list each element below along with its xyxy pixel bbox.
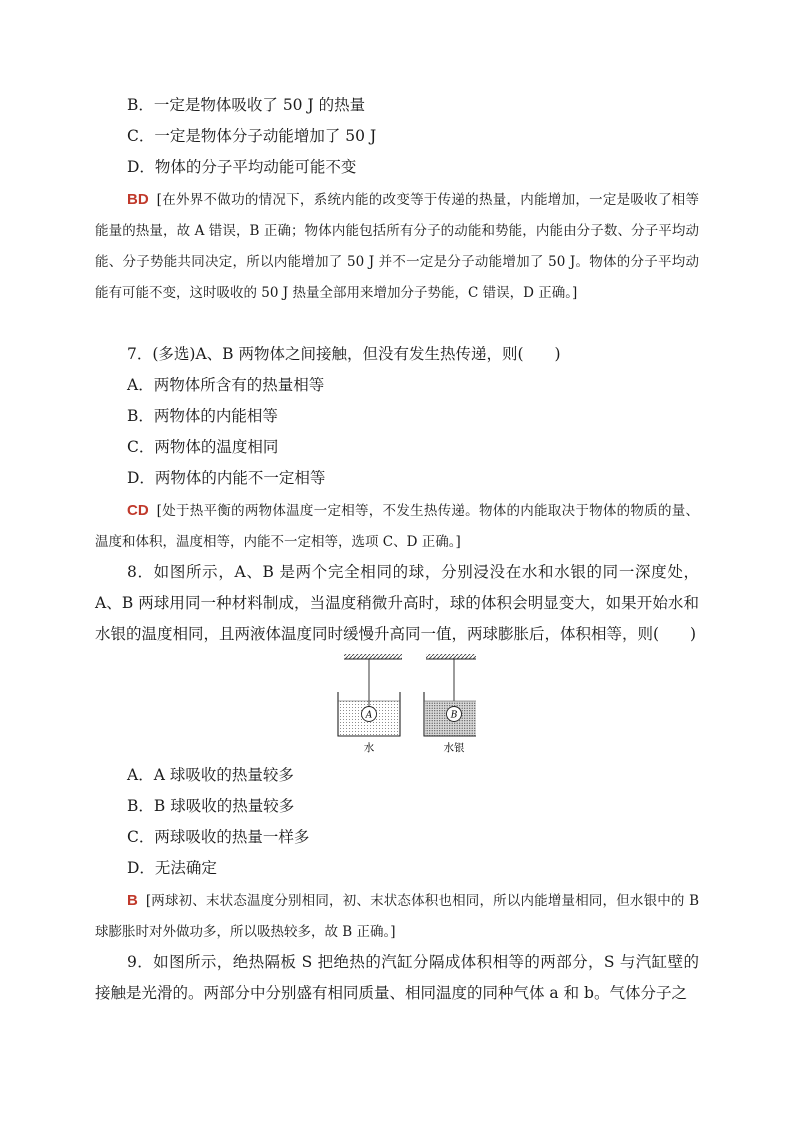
q7-option-a: A．两物体所含有的热量相等 [127, 376, 325, 394]
q6-answer [95, 184, 699, 309]
q7-option-d: D．两物体的内能不一定相等 [127, 469, 326, 487]
q8-answer-explanation: [两球初、末状态温度分别相同，初、末状态体积也相同，所以内能增量相同，但水银中的 B 球膨胀时对外做功多，所以吸热较多，故 B 正确。] [95, 893, 699, 940]
q7-option-b: B．两物体的内能相等 [127, 407, 278, 425]
q8-option-c: C．两球吸收的热量一样多 [127, 828, 310, 846]
ceiling-right [426, 654, 476, 659]
ball-a-label: A [365, 710, 373, 721]
q7-option-c: C．两物体的温度相同 [127, 438, 279, 456]
water-label: 水 [363, 742, 375, 754]
q6-answer-tag: BD [127, 191, 149, 208]
q6-option-c: C．一定是物体分子动能增加了 50 J [127, 127, 377, 145]
q8-answer [95, 885, 699, 948]
q6-option-d: D．物体的分子平均动能可能不变 [127, 158, 357, 176]
q8-option-a: A．A 球吸收的热量较多 [127, 766, 294, 784]
q9-stem [95, 947, 699, 1009]
q7-answer-explanation: [处于热平衡的两物体温度一定相等，不发生热传递。物体的内能取决于物体的物质的量、温度和体积，温度相等，内能不一定相等，选项 C、D 正确。] [95, 503, 699, 550]
mercury-label: 水银 [443, 742, 465, 754]
q7-answer-tag: CD [127, 502, 149, 519]
q9-stem-text: 9．如图所示，绝热隔板 S 把绝热的汽缸分隔成体积相等的两部分，S 与汽缸壁的接触是光滑的。两部分中分别盛有相同质量、相同温度的同种气体 a 和 b。气体分子之 [95, 953, 699, 1002]
q6-answer-explanation: [在外界不做功的情况下，系统内能的改变等于传递的热量，内能增加，一定是吸收了相等能量的热量，故 A 错误，B 正确；物体内能包括所有分子的动能和势能，内能由分子数、分子平均动能、分子势能共同决定，所以内能增加了 50 J 并不一定是分子动能增加了 50 J。物体的分子平均动能有可能不变，这时吸收的 50 J 热量全部用来增加分子势能，C 错误，D 正确。] [95, 192, 699, 301]
ball-b-label: B [450, 710, 458, 721]
q8-answer-tag: B [127, 892, 138, 909]
q8-option-b: B．B 球吸收的热量较多 [127, 797, 295, 815]
q8-figure [336, 652, 476, 756]
ceiling-left [344, 654, 402, 659]
q8-option-d: D．无法确定 [127, 859, 217, 877]
q8-stem-text: 8．如图所示，A、B 是两个完全相同的球，分别浸没在水和水银的同一深度处，A、B 两球用同一种材料制成，当温度稍微升高时，球的体积会明显变大，如果开始水和水银的温度相同，且两液体温度同时缓慢升高同一值，两球膨胀后，体积相等，则( ) [95, 563, 699, 643]
q6-option-b: B．一定是物体吸收了 50 J 的热量 [127, 96, 366, 114]
q7-stem: 7．(多选)A、B 两物体之间接触，但没有发生热传递，则( ) [127, 345, 561, 363]
q7-answer [95, 495, 699, 558]
q8-diagram [336, 652, 476, 756]
q8-stem [95, 557, 699, 650]
